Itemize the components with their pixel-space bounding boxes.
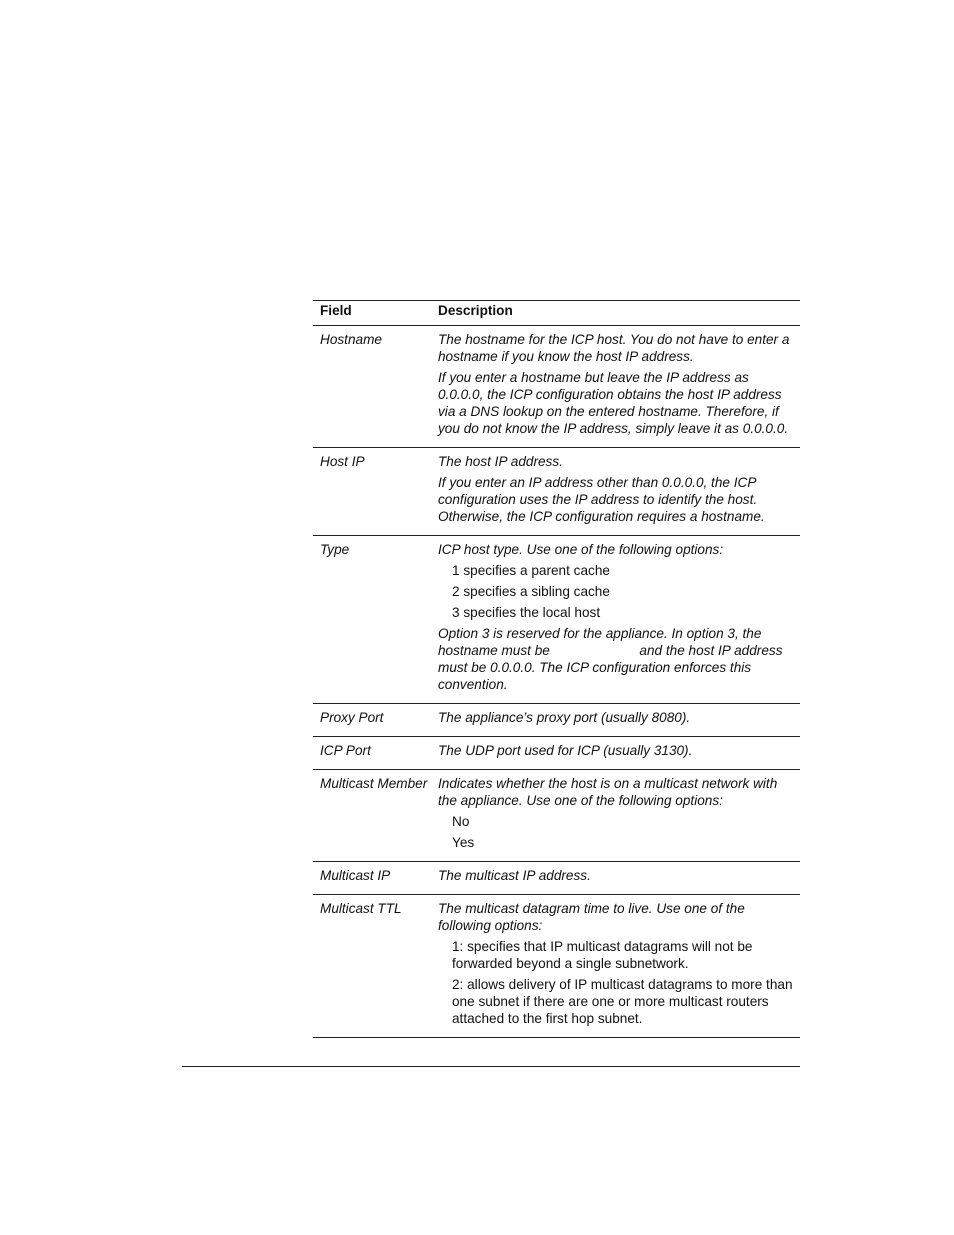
table-row-proxy-port xyxy=(313,703,800,736)
option-list xyxy=(438,813,796,851)
table-row-type xyxy=(313,535,800,703)
description-paragraph: The hostname for the ICP host. You do not have to enter a hostname if you know the host IP address. xyxy=(438,332,790,364)
table-row-multicast-ttl xyxy=(313,894,800,1037)
field-name: Multicast IP xyxy=(320,868,391,883)
field-name: Host IP xyxy=(320,454,365,469)
field-name: Proxy Port xyxy=(320,710,384,725)
option-item: 3 specifies the local host xyxy=(452,605,601,620)
description-paragraph: Indicates whether the host is on a multicast network with the appliance. Use one of the following options: xyxy=(438,776,778,808)
description-paragraph: The appliance’s proxy port (usually 8080). xyxy=(438,710,691,725)
field-description xyxy=(438,862,800,894)
field-description xyxy=(438,326,800,447)
field-name: Type xyxy=(320,542,350,557)
table-row-multicast-ip xyxy=(313,861,800,894)
description-paragraph xyxy=(438,625,796,693)
field-name: Hostname xyxy=(320,332,382,347)
field-description xyxy=(438,895,800,1037)
header-field: Field xyxy=(320,303,352,318)
option-list xyxy=(438,938,796,1027)
table-header-row xyxy=(313,301,800,325)
table-row-host-ip xyxy=(313,447,800,535)
option-item: 2: allows delivery of IP multicast datagrams to more than one subnet if there are one or more multicast routers attached to the first hop subnet. xyxy=(452,977,793,1026)
field-name: ICP Port xyxy=(320,743,371,758)
field-description xyxy=(438,770,800,861)
field-name: Multicast Member xyxy=(320,776,428,791)
field-description-table xyxy=(313,300,800,1038)
table-row-icp-port xyxy=(313,736,800,769)
option-item: 1: specifies that IP multicast datagrams will not be forwarded beyond a single subnetwork. xyxy=(452,939,753,971)
table-row-multicast-member xyxy=(313,769,800,861)
description-text: and the host IP address must be 0.0.0.0. The ICP configuration enforces this convention. xyxy=(438,643,783,692)
option-item: 1 specifies a parent cache xyxy=(452,563,610,578)
option-item: No xyxy=(452,814,470,829)
footer-divider xyxy=(182,1066,800,1067)
description-paragraph: The multicast datagram time to live. Use one of the following options: xyxy=(438,901,745,933)
table-row-hostname xyxy=(313,325,800,447)
description-paragraph: ICP host type. Use one of the following options: xyxy=(438,542,724,557)
field-name: Multicast TTL xyxy=(320,901,402,916)
field-description xyxy=(438,704,800,736)
description-paragraph: If you enter an IP address other than 0.0.0.0, the ICP configuration uses the IP address to identify the host. Otherwise, the ICP configuration requires a hostname. xyxy=(438,475,765,524)
field-description xyxy=(438,536,800,703)
option-item: 2 specifies a sibling cache xyxy=(452,584,610,599)
description-paragraph: If you enter a hostname but leave the IP address as 0.0.0.0, the ICP configuration obtains the host IP address via a DNS lookup on the entered hostname. Therefore, if you do not know the IP address, simply leave it as 0.0.0.0. xyxy=(438,370,789,436)
description-paragraph: The UDP port used for ICP (usually 3130). xyxy=(438,743,693,758)
header-description: Description xyxy=(438,303,513,318)
description-paragraph: The multicast IP address. xyxy=(438,868,591,883)
field-description xyxy=(438,448,800,535)
description-text: Option 3 is reserved for the appliance. In option 3, the hostname must be xyxy=(438,626,762,658)
option-item: Yes xyxy=(452,835,475,850)
option-list xyxy=(438,562,796,621)
field-description xyxy=(438,737,800,769)
description-paragraph: The host IP address. xyxy=(438,454,563,469)
